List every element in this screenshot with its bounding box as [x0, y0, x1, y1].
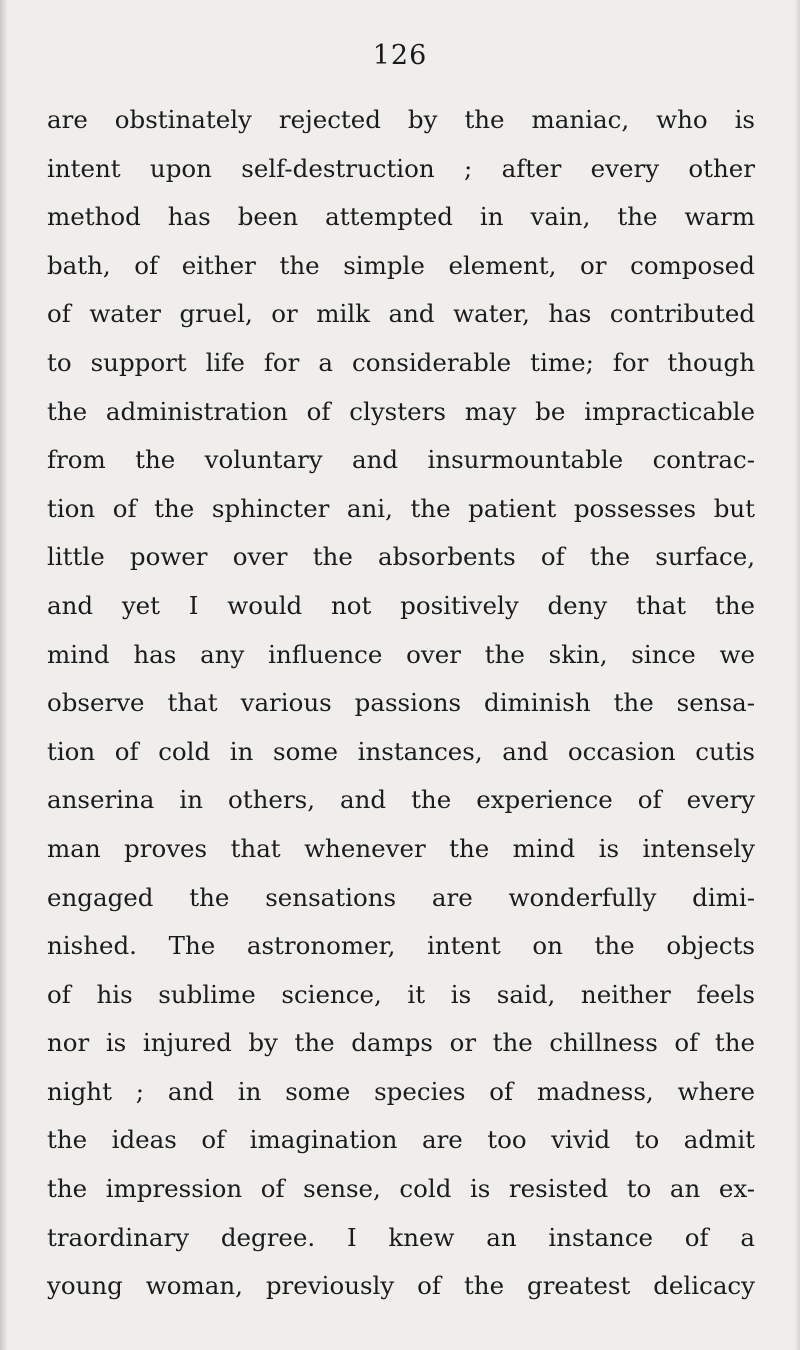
text-line: the ideas of imagination are too vivid to admit — [47, 1125, 755, 1155]
text-line: observe that various passions diminish the sensa- — [47, 688, 755, 718]
text-line: to support life for a considerable time; for though — [47, 347, 755, 377]
text-line: man proves that whenever the mind is intensely — [47, 833, 755, 863]
page-edge-shadow — [794, 0, 800, 1350]
text-line: from the voluntary and insurmountable contrac- — [47, 445, 755, 475]
text-line: bath, of either the simple element, or composed — [47, 250, 755, 280]
text-line: nor is injured by the damps or the chillness of the — [47, 1028, 755, 1058]
text-line: anserina in others, and the experience of every — [47, 785, 755, 815]
body-text — [47, 96, 755, 1311]
text-line: little power over the absorbents of the surface, — [47, 542, 755, 572]
text-line: mind has any influence over the skin, since we — [47, 639, 755, 669]
text-line: traordinary degree. I knew an instance of a — [47, 1222, 755, 1252]
text-line: are obstinately rejected by the maniac, who is — [47, 105, 755, 134]
text-line: the administration of clysters may be impracticable — [47, 396, 755, 426]
text-line: tion of cold in some instances, and occasion cutis — [47, 736, 755, 766]
page-number: 126 — [372, 40, 428, 71]
text-line: and yet I would not positively deny that the — [47, 590, 755, 620]
text-line: the impression of sense, cold is resisted to an ex- — [47, 1174, 755, 1204]
text-line: tion of the sphincter ani, the patient possesses but — [47, 493, 755, 523]
text-line: engaged the sensations are wonderfully dimi- — [47, 882, 755, 912]
text-line: of his sublime science, it is said, neither feels — [47, 979, 755, 1009]
text-line: young woman, previously of the greatest delicacy — [47, 1271, 755, 1301]
text-line: method has been attempted in vain, the warm — [47, 202, 755, 232]
text-line: of water gruel, or milk and water, has contributed — [47, 299, 755, 329]
text-line: night ; and in some species of madness, where — [47, 1076, 755, 1106]
page-gutter-shadow — [0, 0, 8, 1350]
text-line: intent upon self-destruction ; after every other — [47, 153, 755, 183]
text-line: nished. The astronomer, intent on the objects — [47, 931, 755, 961]
